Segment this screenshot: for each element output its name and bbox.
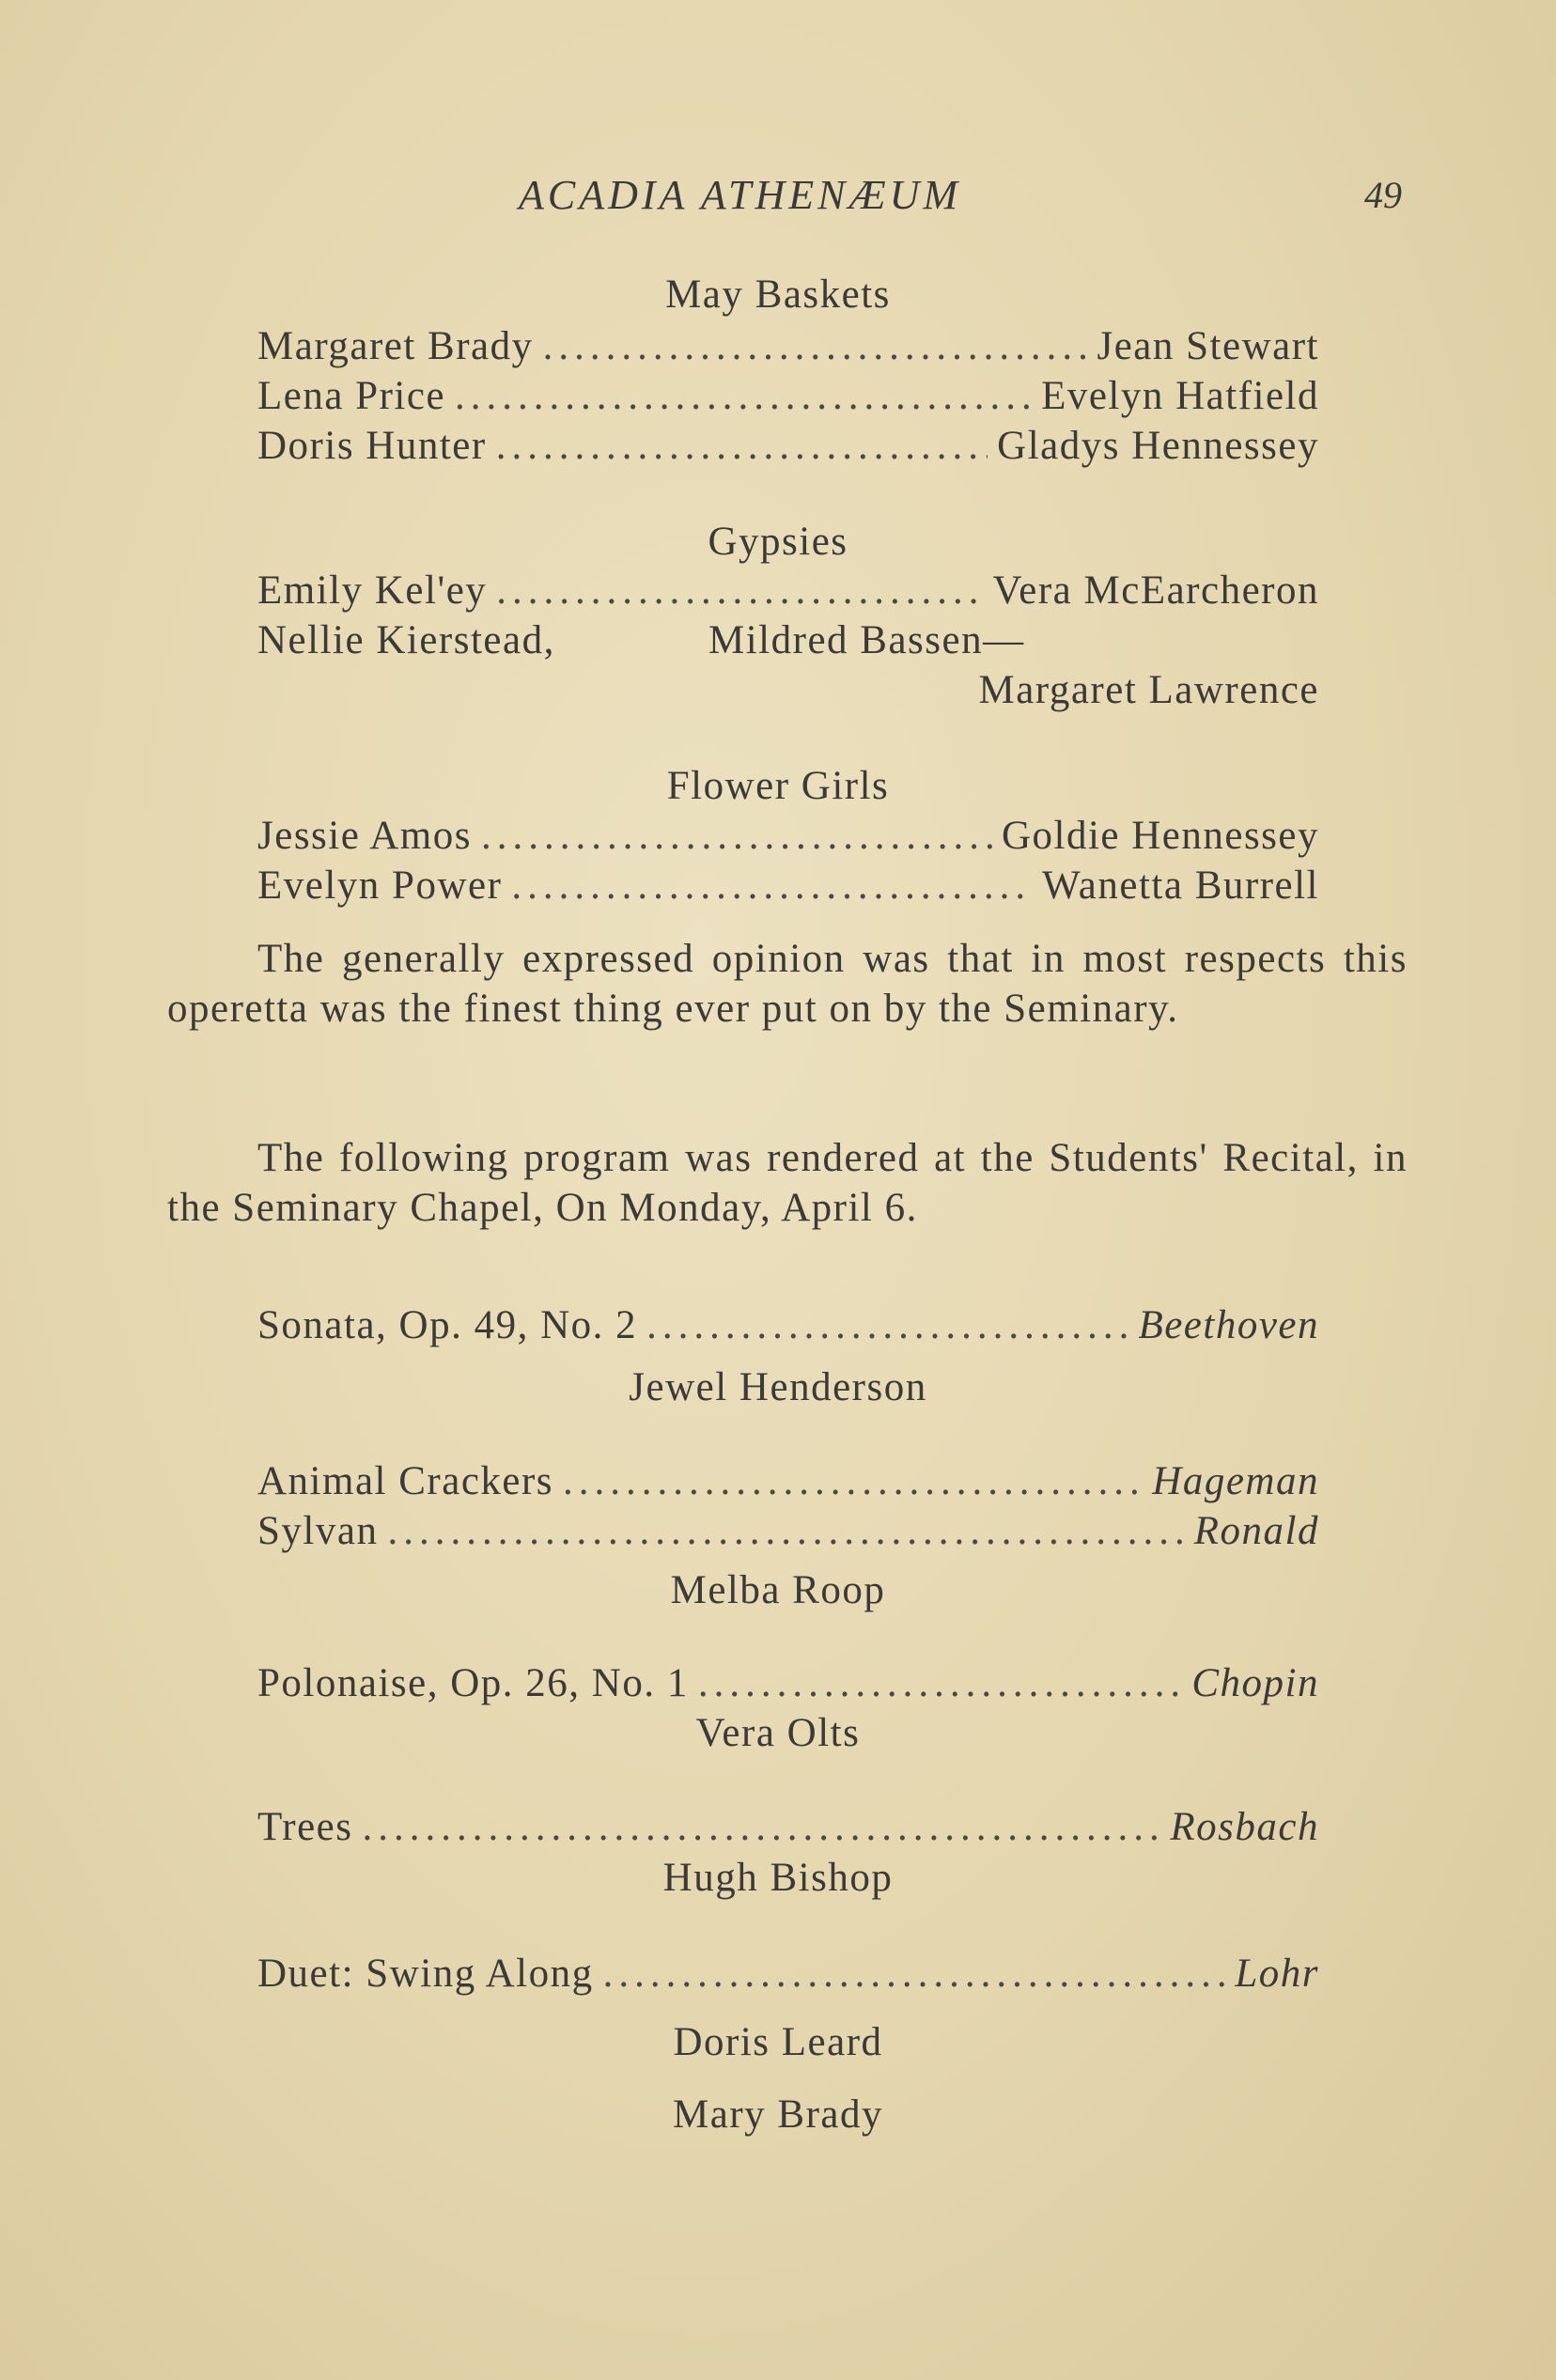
performer: Hugh Bishop [662,1856,894,1900]
running-title: ACADIA ATHENÆUM [519,172,962,218]
cast-member-left: Evelyn Power [257,863,503,908]
dot-leader [543,321,1088,371]
composer: Ronald [1193,1509,1319,1553]
piece-title: Trees [257,1805,353,1849]
program-item [257,1802,1319,1852]
piece-title: Duet: Swing Along [257,1952,594,1996]
dot-leader [563,1456,1143,1506]
cast-member-left: Doris Hunter [257,424,487,468]
performer: Melba Roop [670,1568,886,1612]
dot-leader [511,861,1033,910]
program-item [257,1949,1319,1999]
piece-title: Animal Crackers [257,1459,554,1503]
composer: Beethoven [1138,1303,1319,1347]
cast-row [257,861,1319,910]
performer: Mary Brady [673,2092,883,2137]
dot-leader [496,421,988,471]
piece-title: Sylvan [257,1509,379,1553]
cast-row [257,421,1319,471]
cast-member-left: Lena Price [257,374,446,418]
program-item [257,1658,1319,1708]
section-heading-flower-girls: Flower Girls [666,764,890,808]
program-item [257,1506,1319,1556]
running-head [0,171,1556,227]
dot-leader [496,566,983,615]
cast-member-continued: Margaret Lawrence [978,668,1319,712]
program-item [257,1300,1319,1350]
performer: Doris Leard [673,2020,883,2064]
program-item [257,1456,1319,1506]
page-number: 49 [1364,174,1402,216]
composer: Rosbach [1170,1805,1319,1849]
cast-member-right: Evelyn Hatfield [1041,374,1319,418]
cast-member-left: Emily Kel'ey [257,568,488,613]
cast-row [257,321,1319,371]
dot-leader [362,1802,1160,1852]
dot-leader [603,1949,1226,1999]
dot-leader [455,371,1032,421]
dot-leader [481,811,992,861]
paragraph-opinion: The generally expressed opinion was that in most respects this operetta was the finest thing ever put on by the Seminary. [167,937,1408,1031]
composer: Hageman [1152,1459,1319,1503]
cast-member-right: Jean Stewart [1097,324,1319,368]
cast-member-left: Jessie Amos [257,814,472,858]
cast-member-right: Wanetta Burrell [1042,863,1319,908]
performer: Vera Olts [695,1711,861,1755]
performer: Jewel Henderson [629,1365,927,1409]
cast-member-left: Nellie Kierstead, [257,618,555,662]
cast-row [257,566,1319,615]
composer: Chopin [1191,1661,1319,1705]
composer: Lohr [1235,1952,1319,1996]
piece-title: Polonaise, Op. 26, No. 1 [257,1661,689,1705]
section-heading-gypsies: Gypsies [708,520,848,564]
cast-row [257,811,1319,861]
section-heading-may-baskets: May Baskets [665,272,891,317]
piece-title: Sonata, Op. 49, No. 2 [257,1303,638,1347]
dot-leader [698,1658,1183,1708]
cast-member-right: Goldie Hennessey [1001,814,1319,858]
cast-member-left: Margaret Brady [257,324,534,368]
cast-row [257,371,1319,421]
dot-leader [646,1300,1128,1350]
cast-member-right: Vera McEarcheron [992,568,1319,613]
cast-member-right: Mildred Bassen— [708,618,1025,662]
dot-leader [387,1506,1184,1556]
cast-member-right: Gladys Hennessey [997,424,1319,468]
paragraph-program-intro: The following program was rendered at the Students' Recital, in the Seminary Chapel, On Monday, April 6. [167,1136,1408,1230]
